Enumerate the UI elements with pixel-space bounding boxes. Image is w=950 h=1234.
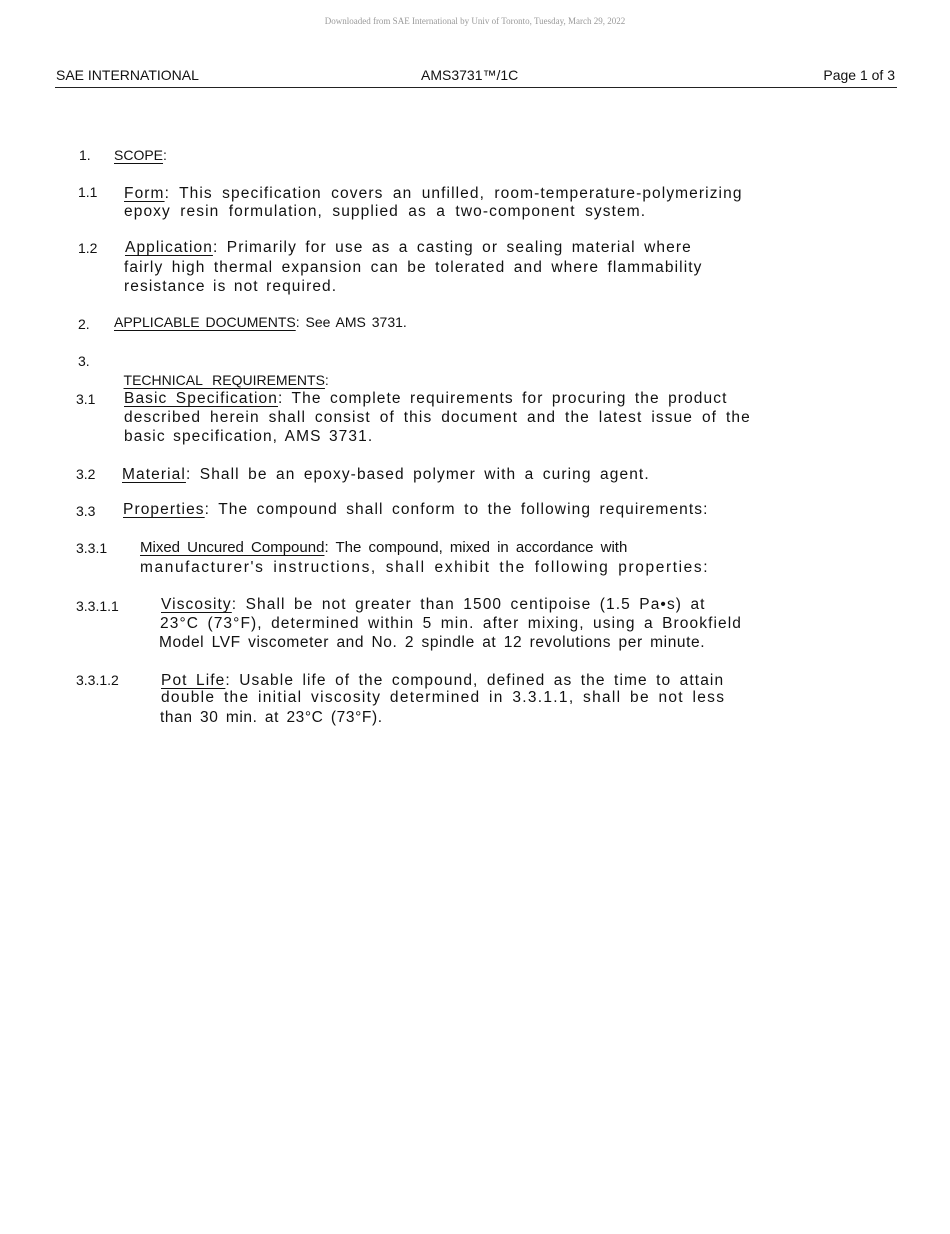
header-page-number: Page 1 of 3: [823, 67, 895, 83]
section-1-1-line-2: epoxy resin formulation, supplied as a two-component system.: [124, 203, 647, 220]
section-1: [114, 146, 167, 165]
section-1-title: SCOPE: [114, 147, 164, 163]
section-1-2-line-3: resistance is not required.: [124, 278, 338, 295]
section-3-2-line-1: [122, 465, 650, 484]
section-3-1-text-1: : The complete requirements for procuring the product: [278, 390, 728, 407]
section-3-3-1-1-text-1: : Shall be not greater than 1500 centipoise (1.5 Pa•s) at: [231, 596, 706, 613]
section-3-3-1-line-1: [140, 538, 627, 557]
section-3-3-1-1-title: Viscosity: [161, 596, 232, 613]
section-1-tail: :: [163, 147, 167, 163]
section-3-2-title: Material: [122, 466, 186, 483]
section-3-title: TECHNICAL REQUIREMENTS: [123, 372, 325, 388]
section-3-3-1-2-title: Pot Life: [161, 672, 226, 689]
section-3-3-line-1: [123, 500, 709, 519]
section-3: [114, 352, 329, 390]
download-watermark: Downloaded from SAE International by Univ of Toronto, Tuesday, March 29, 2022: [324, 16, 626, 26]
section-1-number: 1.: [79, 147, 91, 163]
section-3-3-1-2-number: 3.3.1.2: [76, 672, 119, 688]
section-3-3-1-1-line-3: Model LVF viscometer and No. 2 spindle at 12 revolutions per minute.: [159, 634, 706, 651]
section-3-tail: :: [324, 372, 329, 388]
section-3-3-1-2-text-1: : Usable life of the compound, defined as the time to attain: [225, 672, 725, 689]
section-3-1-line-2: described herein shall consist of this document and the latest issue of the: [124, 409, 751, 426]
section-1-1-number: 1.1: [78, 184, 98, 200]
section-3-3-text-1: : The compound shall conform to the following requirements:: [204, 501, 709, 518]
section-3-3-1-1-line-2: 23°C (73°F), determined within 5 min. after mixing, using a Brookfield: [160, 615, 743, 632]
section-2: [114, 313, 407, 332]
section-3-3-1-1-line-1: [161, 595, 706, 614]
section-3-number: 3.: [78, 353, 90, 369]
section-3-3-1-number: 3.3.1: [76, 540, 108, 556]
section-1-2-number: 1.2: [78, 240, 98, 256]
section-3-3-1-2-line-2: double the initial viscosity determined in 3.3.1.1, shall be not less: [161, 689, 726, 706]
section-3-1-number: 3.1: [76, 391, 96, 407]
section-1-1-text-1: : This specification covers an unfilled, room-temperature-polymerizing: [164, 185, 743, 202]
section-2-tail: : See AMS 3731.: [295, 314, 407, 330]
section-3-3-1-title: Mixed Uncured Compound: [140, 539, 325, 556]
section-1-2-text-1: : Primarily for use as a casting or sealing material where: [212, 239, 692, 256]
section-1-1-title: Form: [124, 185, 165, 202]
section-3-2-text-1: : Shall be an epoxy-based polymer with a curing agent.: [185, 466, 650, 483]
section-1-1-line-1: [124, 184, 743, 203]
section-3-3-1-1-number: 3.3.1.1: [76, 598, 119, 614]
page-header: [55, 66, 897, 88]
section-3-1-title: Basic Specification: [124, 390, 278, 407]
section-2-title: APPLICABLE DOCUMENTS: [114, 314, 296, 330]
section-3-2-number: 3.2: [76, 466, 96, 482]
section-3-3-1-2-line-3: than 30 min. at 23°C (73°F).: [160, 709, 383, 726]
section-3-1-line-1: [124, 389, 727, 408]
section-1-2-line-1: [125, 238, 692, 257]
section-3-3-title: Properties: [123, 501, 205, 518]
section-3-3-1-text-1: : The compound, mixed in accordance with: [324, 539, 628, 556]
section-2-number: 2.: [78, 316, 90, 332]
header-org: SAE INTERNATIONAL: [56, 67, 199, 83]
section-3-1-line-3: basic specification, AMS 3731.: [124, 428, 374, 445]
section-3-3-number: 3.3: [76, 503, 96, 519]
section-1-2-title: Application: [125, 239, 213, 256]
header-doc-id: AMS3731™/1C: [421, 67, 519, 83]
section-3-3-1-line-2: manufacturer's instructions, shall exhibit the following properties:: [140, 559, 710, 576]
section-1-2-line-2: fairly high thermal expansion can be tolerated and where flammability: [124, 259, 703, 276]
